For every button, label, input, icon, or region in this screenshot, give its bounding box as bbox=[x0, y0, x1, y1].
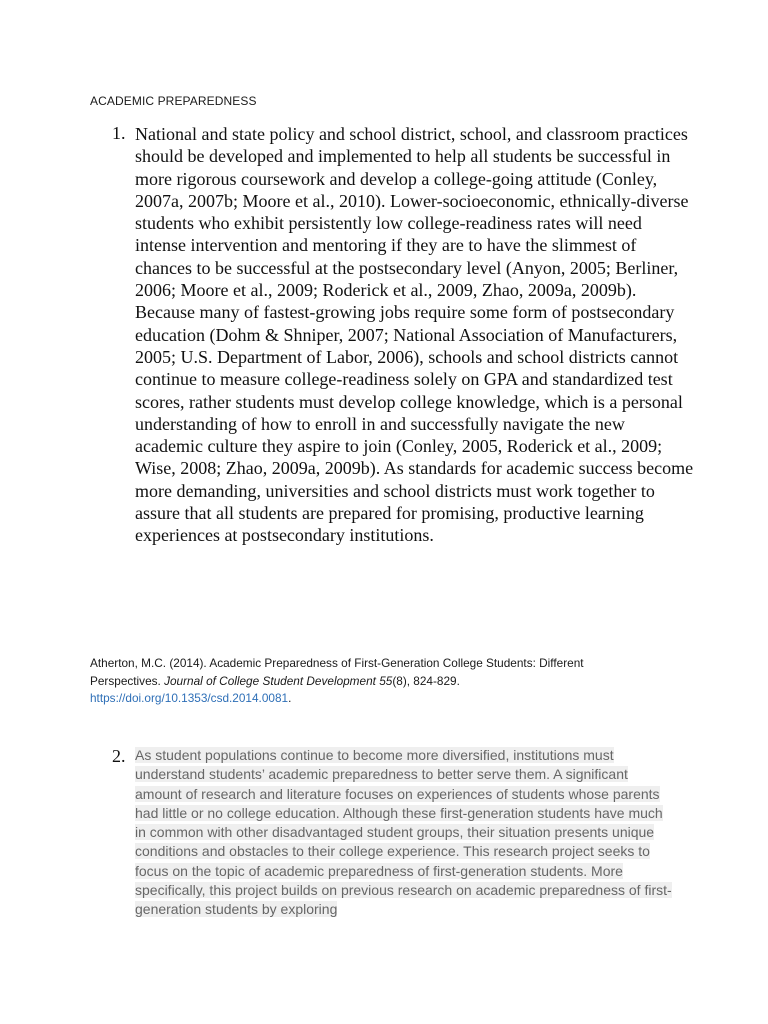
citation-authors-title: Atherton, M.C. (2014). Academic Preparedness of First-Generation College Students: Different Perspectives. bbox=[90, 656, 584, 688]
list-item-paragraph-2 bbox=[135, 746, 675, 920]
citation-reference bbox=[90, 655, 650, 708]
highlighted-quote-text: As student populations continue to become more diversified, institutions must understand students’ academic preparedness to better serve them. A significant amount of research and literature focuses on experiences of students whose parents had little or no college education. Although these first-generation students have much in common with other disadvantaged student groups, their situation presents unique conditions and obstacles to their college experience. This research project seeks to focus on the topic of academic preparedness of first-generation students. More specifically, this project builds on previous research on academic preparedness of first-generation students by exploring bbox=[135, 747, 672, 918]
list-item-number-2: 2. bbox=[112, 746, 126, 766]
citation-trailing-period: . bbox=[288, 691, 292, 705]
section-heading: ACADEMIC PREPAREDNESS bbox=[90, 94, 257, 108]
doi-link[interactable]: https://doi.org/10.1353/csd.2014.0081 bbox=[90, 691, 289, 705]
citation-journal: Journal of College Student Development 55 bbox=[164, 673, 393, 688]
list-item-number-1: 1. bbox=[112, 123, 126, 143]
citation-issue-pages: (8), 824-829. bbox=[392, 673, 460, 688]
list-item-paragraph-1: National and state policy and school district, school, and classroom practices should be developed and implemented to help all students be successful in more rigorous coursework and develop a college-going attitude (Conley, 2007a, 2007b; Moore et al., 2010). Lower-socioeconomic, ethnically-diverse students who exhibit persistently low college-readiness rates will need intense intervention and mentoring if they are to have the slimmest of chances to be successful at the postsecondary level (Anyon, 2005; Berliner, 2006; Moore et al., 2009; Roderick et al., 2009, Zhao, 2009a, 2009b). Because many of fastest-growing jobs require some form of postsecondary education (Dohm & Shniper, 2007; National Association of Manufacturers, 2005; U.S. Department of Labor, 2006), schools and school districts cannot continue to measure college-readiness solely on GPA and standardized test scores, rather students must develop college knowledge, which is a personal understanding of how to enroll in and successfully navigate the new academic culture they aspire to join (Conley, 2005, Roderick et al., 2009; Wise, 2008; Zhao, 2009a, 2009b). As standards for academic success become more demanding, universities and school districts must work together to assure that all students are prepared for promising, productive learning experiences at postsecondary institutions. bbox=[135, 124, 694, 546]
